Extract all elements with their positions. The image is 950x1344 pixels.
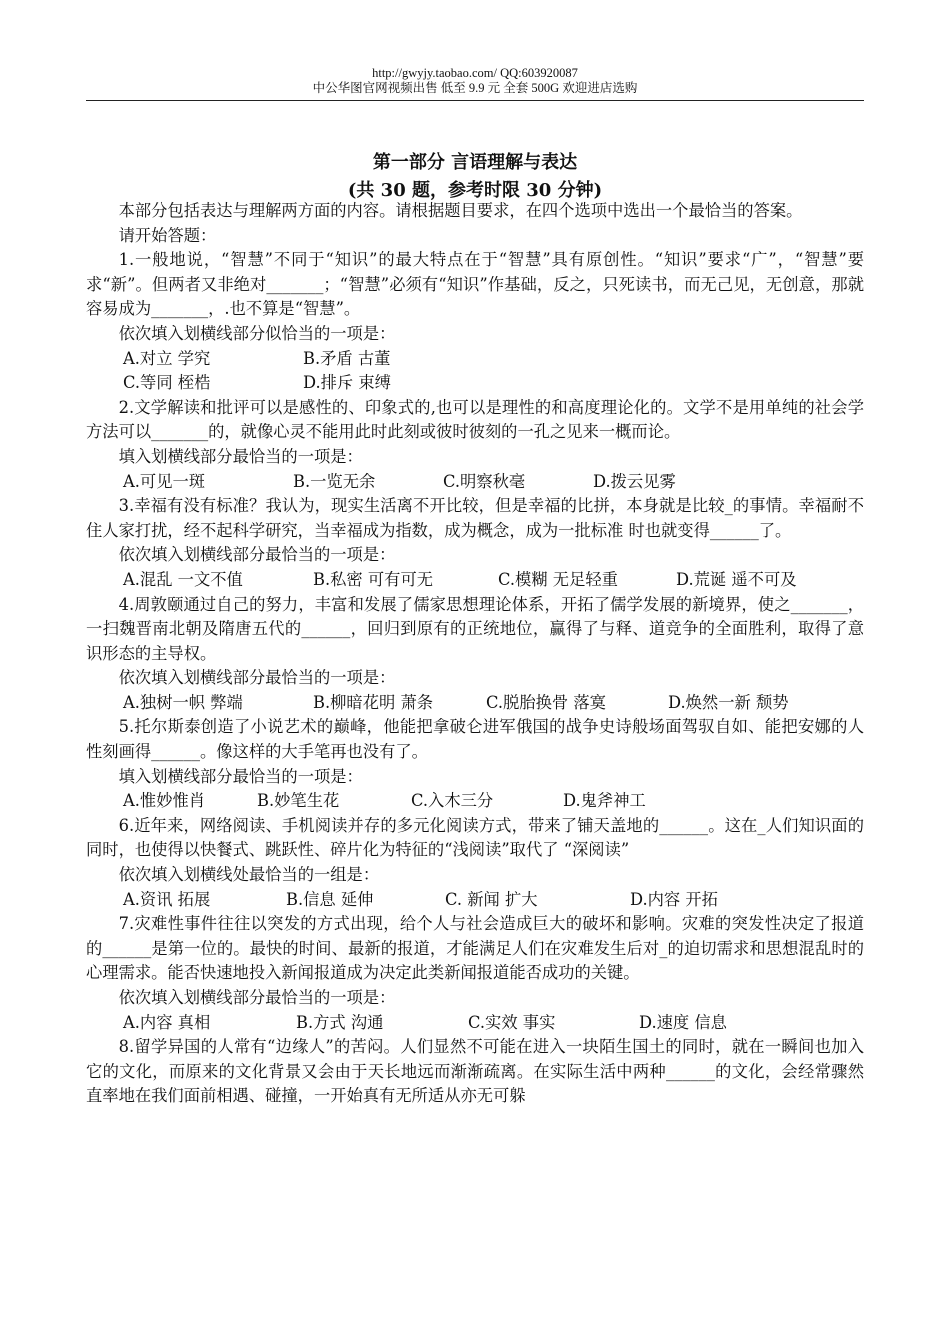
question-5-prompt: 填入划横线部分最恰当的一项是： <box>118 766 363 786</box>
question-2-text: 2.文学解读和批评可以是感性的、印象式的,也可以是理性的和高度理论化的。文学不是用单纯的社会学方法可以_______的，就像心灵不能用此时此刻或彼时彼刻的一孔之见来一概而论。 <box>86 397 864 442</box>
question-7-text: 7.灾难性事件往往以突发的方式出现，给个人与社会造成巨大的破坏和影响。灾难的突发性决定了报道的______是第一位的。最快的时间、最新的报道，才能满足人们在灾难发生后对_的迫切需求和思想混乱时的心理需求。能否快速地投入新闻报道成为决定此类新闻报道能否成功的关键。 <box>86 914 864 983</box>
question-5-option-d: D.鬼斧神工 <box>563 791 646 811</box>
question-6-text: 6.近年来，网络阅读、手机阅读并存的多元化阅读方式，带来了铺天盖地的______。这在_人们知识面的同时，也使得以快餐式、跳跃性、碎片化为特征的“浅阅读”取代了 “深阅读” <box>86 815 864 860</box>
header-url-line: http://gwyjy.taobao.com/ QQ:603920087 <box>372 66 578 80</box>
question-2-prompt: 填入划横线部分最恰当的一项是： <box>118 446 363 466</box>
page-header <box>86 66 864 96</box>
question-4-option-a: A.独树一帜 弊端 <box>123 692 243 712</box>
question-8-text: 8.留学异国的人常有“边缘人”的苦闷。人们显然不可能在进入一块陌生国土的同时，就在一瞬间也加入它的文化，而原来的文化背景又会由于天长地远而渐渐疏离。在实际生活中两种______的文化，会经常骤然直率地在我们面前相遇、碰撞，一开始真有无所适从亦无可躲 <box>86 1037 864 1106</box>
question-2-option-b: B.一览无余 <box>293 471 376 491</box>
question-6-prompt: 依次填入划横线处最恰当的一组是： <box>118 865 380 885</box>
question-5-option-c: C.入木三分 <box>411 791 494 811</box>
question-6-option-d: D.内容 开拓 <box>630 889 718 909</box>
question-5-option-a: A.惟妙惟肖 <box>123 791 206 811</box>
header-promo-line: 中公华图官网视频出售 低至 9.9 元 全套 500G 欢迎进店选购 <box>312 81 638 95</box>
header-divider <box>86 100 864 101</box>
question-6-option-b: B.信息 延伸 <box>286 889 374 909</box>
question-3-option-d: D.荒诞 遥不可及 <box>676 569 797 589</box>
question-7-option-c: C.实效 事实 <box>468 1012 556 1032</box>
question-7-option-b: B.方式 沟通 <box>296 1012 384 1032</box>
question-1-option-d: D.排斥 束缚 <box>303 373 391 393</box>
question-1-text: 1.一般地说，“智慧”不同于“知识”的最大特点在于“智慧”具有原创性。“知识”要求“广”，“智慧”要求“新”。但两者又非绝对_______；“智慧”必须有“知识”作基础，反之，只死读书，而无己见，无创意，那就容易成为_______，.也不算是“智慧”。 <box>86 250 864 319</box>
question-6-options <box>86 888 864 913</box>
question-2-option-c: C.明察秋毫 <box>443 471 526 491</box>
question-6-option-a: A.资讯 拓展 <box>123 889 211 909</box>
question-7-options <box>86 1011 864 1036</box>
question-7-prompt: 依次填入划横线部分最恰当的一项是： <box>118 988 396 1007</box>
question-1-options-cd <box>86 371 864 396</box>
question-3-option-c: C.模糊 无足轻重 <box>498 569 618 589</box>
start-text: 请开始答题： <box>118 225 217 245</box>
question-4-option-c: C.脱胎换骨 落寞 <box>486 692 606 712</box>
question-4-prompt: 依次填入划横线部分最恰当的一项是： <box>118 668 396 688</box>
question-4-text: 4.周敦颐通过自己的努力，丰富和发展了儒家思想理论体系，开拓了儒学发展的新境界，使之_______，一扫魏晋南北朝及隋唐五代的______，回归到原有的正统地位，赢得了与释、道竞争的全面胜利，取得了意识形态的主导权。 <box>86 594 864 663</box>
question-1-option-c: C.等同 桎梏 <box>123 373 211 393</box>
question-4-option-b: B.柳暗花明 萧条 <box>313 692 434 712</box>
question-3-options <box>86 568 864 593</box>
question-4-option-d: D.焕然一新 颓势 <box>668 692 789 712</box>
document-body <box>86 199 864 1109</box>
question-5-text: 5.托尔斯泰创造了小说艺术的巅峰，他能把拿破仑进军俄国的战争史诗般场面驾驭自如、能把安娜的人性刻画得______。像这样的大手笔再也没有了。 <box>86 717 864 762</box>
question-5-option-b: B.妙笔生花 <box>257 791 340 811</box>
question-1-options-ab <box>86 347 864 372</box>
question-5-options <box>86 789 864 814</box>
question-7-option-d: D.速度 信息 <box>639 1012 727 1032</box>
section-title: 第一部分 言语理解与表达 <box>372 152 578 173</box>
question-7-option-a: A.内容 真相 <box>123 1012 211 1032</box>
question-1-option-a: A.对立 学究 <box>123 348 211 368</box>
question-3-option-a: A.混乱 一文不值 <box>123 569 243 589</box>
question-6-option-c: C. 新闻 扩大 <box>445 889 538 909</box>
question-2-option-d: D.拨云见雾 <box>593 471 676 491</box>
section-subtitle: (共 30 题，参考时限 30 分钟) <box>347 180 603 201</box>
question-3-option-b: B.私密 可有可无 <box>313 569 434 589</box>
question-3-prompt: 依次填入划横线部分最恰当的一项是： <box>118 545 396 565</box>
question-1-option-b: B.矛盾 古董 <box>303 348 391 368</box>
question-2-options <box>86 470 864 495</box>
question-1-prompt: 依次填入划横线部分似恰当的一项是： <box>118 323 396 343</box>
question-4-options <box>86 691 864 716</box>
intro-paragraph: 本部分包括表达与理解两方面的内容。请根据题目要求，在四个选项中选出一个最恰当的答案。 <box>118 201 803 220</box>
question-3-text: 3.幸福有没有标准？我认为，现实生活离不开比较，但是幸福的比拼，本身就是比较_的事情。幸福耐不住人家打扰，经不起科学研究，当幸福成为指数，成为概念，成为一批标准 时也就变得______了。 <box>86 496 864 540</box>
question-2-option-a: A.可见一斑 <box>123 471 206 491</box>
